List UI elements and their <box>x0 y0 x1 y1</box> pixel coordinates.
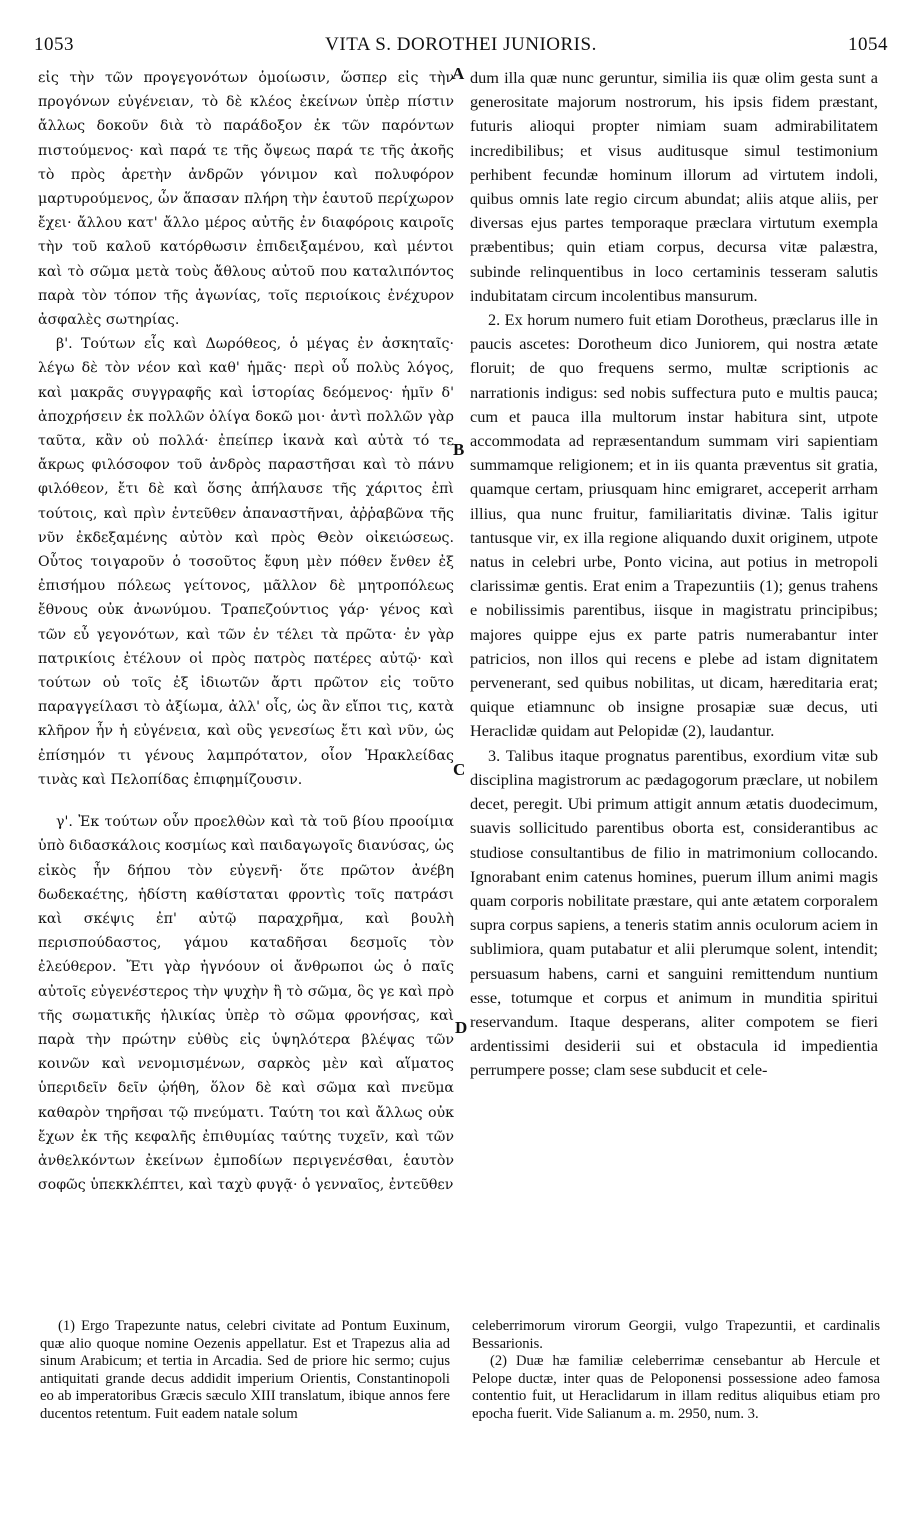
greek-column <box>38 66 454 1197</box>
margin-marker-b: B <box>453 440 465 459</box>
margin-marker-a: A <box>452 64 465 83</box>
footnote-1-continued: celeberrimorum virorum Georgii, vulgo Trapezuntii, et cardinalis Bessarionis. <box>472 1318 880 1352</box>
greek-paragraph-1: εἰς τὴν τῶν προγεγονότων ὁμοίωσιν, ὥσπερ εἰς τὴν προγόνων εὐγένειαν, τὸ δὲ κλέος ἐκείνων ὑπὲρ πίστιν ἄλλως δοκοῦν διὰ τὸ παράδοξον ἐκ τῶν παρόντων πιστούμενος· καὶ παρά τε τῆς ὄψεως παρά τε τῆς ἀκοῆς τὸ πρὸς ἀρετὴν ἀνδρῶν γόνιμον καὶ πολυφόρον μαρτυρούμενος, ὧν ἅπασαν πλήρη τὴν ἑαυτοῦ περίχωρον ἔχει· ἄλλου κατ' ἄλλο μέρος αὐτῆς ἐν διαφόροις καιροῖς τὴν τοῦ καλοῦ κατόρθωσιν ἐπιδειξαμένου, καὶ μέντοι καὶ τὸ σῶμα μετὰ τοὺς ἄθλους αὐτοῦ που καταλιπόντος παρὰ τὸν τόπον τῆς ἀγωνίας, τοῖς περιοίκοις ἐνέχυρον ἀσφαλὲς σωτηρίας. <box>38 70 454 329</box>
footnotes-right <box>472 1318 880 1424</box>
latin-paragraph-3: 3. Talibus itaque prognatus parentibus, exordium vitæ sub disciplina magistrorum ac pædagogorum præclare, ut nobilem decet, peregit. Ubi primum attigit annum ætatis duodecimum, suavis sollicitudo parentibus oborta est, considerantibus ac studiose consultantibus de filio in matrimonium collocando. Ignorabant enim catenus homines, puerum illum animi magis quam corporis nobilitate præstare, qui ante ætatem corporalem supra corpus sapiens, a teneris statim annis oculorum aciem in sublimiora, quam putabatur et alii plerumque solent, intendit; persuasum habens, carni et sanguini remittendum nuntium esse, totumque et corpus et animum in munditia spiritui reservandum. Itaque desperans, aliter compotem se fieri ardentissimi desiderii sui et obstacula id impedientia perrumpere posse; clam sese subducit et cele- <box>470 745 878 1080</box>
footnotes-left <box>40 1318 450 1424</box>
latin-column <box>470 66 878 1083</box>
running-header <box>34 34 888 60</box>
footnote-2: (2) Duæ hæ familiæ celeberrimæ censebantur ab Hercule et Pelope ductæ, inter quas de Peloponensi possessione adeo famosa contentio fuit, ut Heraclidarum in illam reditus aliquibus etiam pro epocha fuerit. Vide Salianum a. m. 2950, num. 3. <box>472 1353 880 1422</box>
running-title: VITA S. DOROTHEI JUNIORIS. <box>325 34 597 55</box>
latin-paragraph-1: dum illa quæ nunc geruntur, similia iis quæ olim gesta sunt a generositate majorum nostrorum, his ipsis fidem præstant, futuris alioqui propter nimiam suam admirabilitatem incredibilibus; et visus auditusque simul testimonium perhibent fecundæ hominum illorum ad virtutem indoli, quibus omnis late regio circum abundat; aliis atque aliis, per diversas ejus partes temporaque præclara virtutum exempla præbentibus; quin etiam corpus, decursa vitæ palæstra, subinde relinquentibus in loco certaminis tesseram salutis indubitatam circum incolentibus mansurum. <box>470 68 878 305</box>
page-number-left: 1053 <box>34 34 74 55</box>
margin-marker-d: D <box>455 1018 468 1037</box>
footnote-1: (1) Ergo Trapezunte natus, celebri civitate ad Pontum Euxinum, quæ alio quoque nomine Oezenis appellatur. Est et Trapezus alia ad sinum Arabicum; et tertia in Arcadia. Sed de priore hic sermo; cujus antiquitati grande decus addidit imperium Orientis, Constantinopoli eo ab imperatoribus Græcis sæculo XIII translatum, ibique annos fere ducentos retentum. Fuit eadem natale solum <box>40 1318 450 1422</box>
latin-paragraph-2: 2. Ex horum numero fuit etiam Dorotheus, præclarus ille in paucis ascetes: Dorotheum dico Juniorem, qui nostra ætate floruit; de quo frequens sermo, multæ scriptionis ac narrationis indigus: sed nobis suffectura puto e multis pauca; cum et pauca illa multorum instar habitura sint, utpote accommodata ad repræsentandum summam viri sapientiam summamque religionem; et in iis quanta præventus sit gratia, quamque certam, priusquam hinc emigraret, acceperit arrham illius, qua nunc fruitur, familiaritatis divinæ. Talis igitur tantusque vir, ex illa regione aliquando duxit originem, utpote natus in celebri urbe, Ponto vicina, aut potius in metropoli clarissimæ gentis. Erat enim a Trapezuntiis (1); genus trahens e nobilissimis parentibus, iisque in magistratu principibus; majores quippe ejus ex parte patris numerabantur inter patricios, non illos qui recens e plebe ad istam dignitatem pervenerant, sed quibus nobilitas, ut dicam, hæreditaria erat; quique etiamnunc ob insigne prosapiæ suæ decus, uti Heraclidæ quidam aut Pelopidæ (2), laudantur. <box>470 310 878 741</box>
page-number-right: 1054 <box>848 34 888 55</box>
greek-paragraph-3: γ'. Ἐκ τούτων οὖν προελθὼν καὶ τὰ τοῦ βίου προοίμια ὑπὸ διδασκάλοις κοσμίως καὶ παιδαγωγοῖς διανύσας, ὡς εἰκὸς ἦν δήπου τὸν εὐγενῆ· ὅτε πρῶτον ἀνέβη δωδεκαέτης, ἡδίστη καθίσταται φροντὶς τοῖς πατράσι καὶ σκέψις ἐπ' αὐτῷ παραχρῆμα, καὶ βουλὴ περισπούδαστος, γάμου καταδῆσαι δεσμοῖς τὸν ἐλεύθερον. Ἔτι γὰρ ἠγνόουν οἱ ἄνθρωποι ὡς ὁ παῖς αὐτοῖς εὐγενέστερος τὴν ψυχὴν ἢ τὸ σῶμα, ὃς γε καὶ πρὸ τῆς σωματικῆς ἡλικίας ὑπὲρ τὸ σῶμα φρονήσας, καὶ παρὰ τὴν πρώτην εὐθὺς εἰς ὑψηλότερα βλέψας τῶν κοινῶν καὶ νενομισμένων, σαρκὸς μὲν καὶ αἵματος ὑπεριδεῖν δεῖν ᾠήθη, ὅλον δὲ καὶ σῶμα καὶ πνεῦμα καθαρὸν τηρῆσαι τῷ πνεύματι. Ταύτη τοι καὶ ἄλλως οὐκ ἔχων ἐκ τῆς κεφαλῆς ἐπιθυμίας ταύτης τυχεῖν, καὶ τῶν ἀνθελκόντων ἐκείνων ἐμποδίων περιγενέσθαι, ἑαυτὸν σοφῶς ὑπεκκλέπτει, καὶ ταχὺ φυγᾷ· ὁ γενναῖος, ἐντεῦθεν <box>38 814 454 1194</box>
greek-paragraph-2: β'. Τούτων εἷς καὶ Δωρόθεος, ὁ μέγας ἐν ἀσκηταῖς· λέγω δὲ τὸν νέον καὶ καθ' ἡμᾶς· περὶ οὗ πολὺς λόγος, καὶ μακρᾶς συγγραφῆς καὶ ἱστορίας δεόμενος· ἡμῖν δ' ἀποχρήσειν ἐκ πολλῶν ὀλίγα δοκῶ μοι· ἀντὶ πολλῶν γὰρ ταῦτα, κἂν οὐ πολλά· ἐπείπερ ἱκανὰ καὶ αὐτὰ τό τε ἄκρως φιλόσοφον τοῦ ἀνδρὸς παραστῆσαι καὶ τὸ πάνυ φιλόθεον, ἔτι δὲ καὶ ὅσης ἀπήλαυσε τῆς χάριτος ἐπὶ τούτοις, καὶ πρὶν ἐντεῦθεν ἀπαναστῆναι, ἀῤῥαβῶνα τῆς νῦν ἐκδεξαμένης αὐτὸν καὶ πρὸς Θεὸν οἰκειώσεως. Οὗτος τοιγαροῦν ὁ τοσοῦτος ἔφυη μὲν πόθεν ἔνθεν ἐξ ἐπισήμου πόλεως γείτονος, μᾶλλον δὲ μητροπόλεως ἔθνους οὐκ ἀνωνύμου. Τραπεζούντιος γάρ· γένος καὶ τῶν εὖ γεγονότων, καὶ τῶν ἐν τέλει τὰ πρῶτα· ἐν γὰρ πατρικίοις ἐτέλουν οἱ πρὸς πατρὸς πατέρες αὐτῷ· καὶ τούτων οὐ τοῖς ἐξ ἰδιωτῶν ἄρτι πρῶτον εἰς τοῦτο παραγγείλασι τὸ ἀξίωμα, ἀλλ' οἷς, ὡς ἂν εἴποι τις, κατὰ κλῆρον ἦν ἡ εὐγένεια, καὶ οὓς γενεσίως ἔτι καὶ νῦν, ὡς ἐπίσημόν τι γένους λαμπρότατον, οἷον Ἡρακλείδας τινὰς καὶ Πελοπίδας ἐπιφημίζουσιν. <box>38 336 454 788</box>
margin-marker-c: C <box>453 760 466 779</box>
